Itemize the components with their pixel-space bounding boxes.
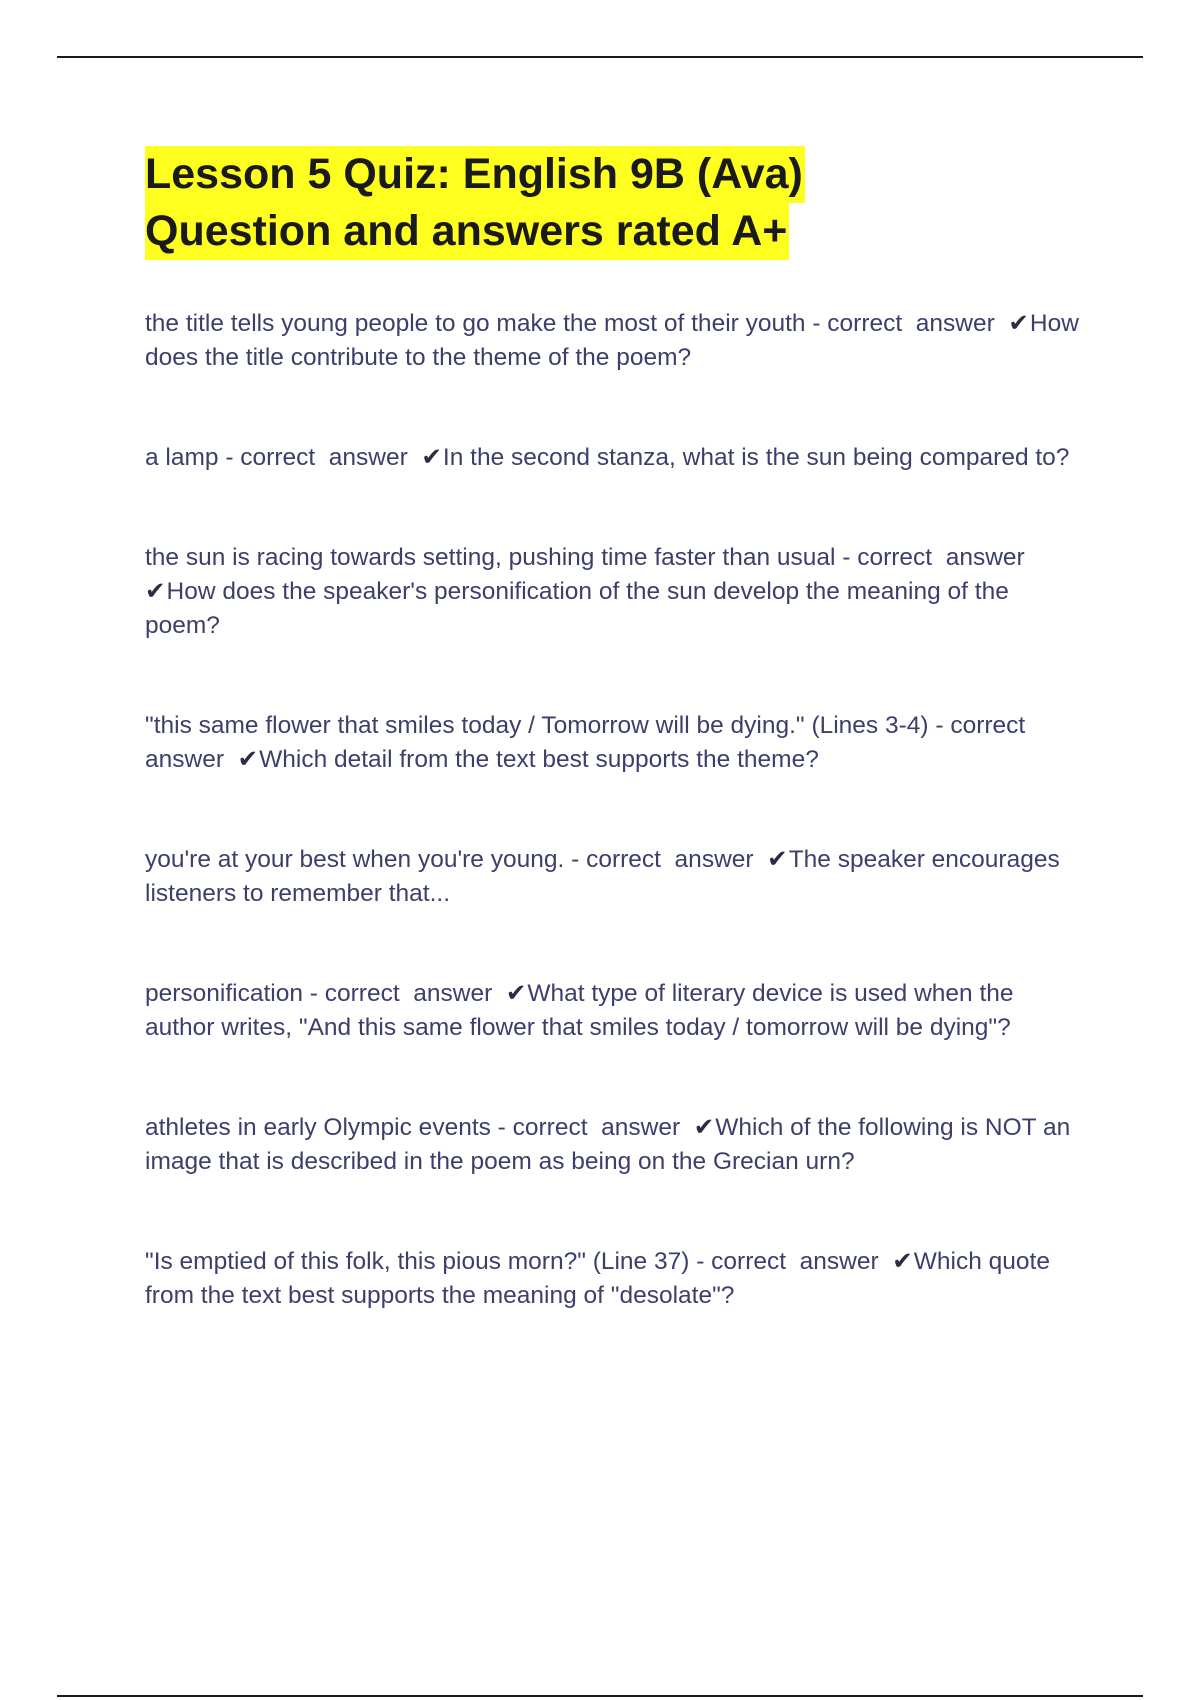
qa-list <box>145 307 1085 1313</box>
qa-question: How does the speaker's personification of the sun develop the meaning of the poem? <box>145 578 1016 639</box>
checkmark-icon: ✔ <box>145 578 166 605</box>
document-body <box>145 146 1085 1379</box>
top-rule <box>57 56 1143 58</box>
qa-answer: you're at your best when you're young. - correct answer <box>145 846 768 873</box>
qa-item-7 <box>145 1111 1085 1179</box>
title-line-2: Question and answers rated A+ <box>145 203 789 260</box>
checkmark-icon: ✔ <box>1008 310 1029 337</box>
qa-item-1 <box>145 307 1085 375</box>
qa-question: Which quote from the text best supports the meaning of "desolate"? <box>145 1248 1057 1309</box>
qa-question: Which detail from the text best supports the theme? <box>259 746 819 773</box>
qa-question: In the second stanza, what is the sun being compared to? <box>442 444 1070 471</box>
document-title <box>145 146 1085 260</box>
checkmark-icon: ✔ <box>693 1114 715 1141</box>
qa-question: How does the title contribute to the theme of the poem? <box>145 310 1086 371</box>
qa-question: The speaker encourages listeners to remember that... <box>145 846 1067 907</box>
checkmark-icon: ✔ <box>237 746 259 773</box>
checkmark-icon: ✔ <box>892 1248 913 1275</box>
bottom-rule <box>57 1695 1143 1697</box>
qa-answer: the title tells young people to go make the most of their youth - correct answer <box>145 310 1009 337</box>
qa-item-8 <box>145 1245 1085 1313</box>
checkmark-icon: ✔ <box>767 846 788 873</box>
qa-answer: a lamp - correct answer <box>145 444 422 471</box>
checkmark-icon: ✔ <box>421 444 442 471</box>
qa-answer: the sun is racing towards setting, pushing time faster than usual - correct answer <box>145 544 1039 571</box>
qa-question: Which of the following is NOT an image that is described in the poem as being on the Grecian urn? <box>145 1114 1078 1175</box>
qa-answer: athletes in early Olympic events - correct answer <box>145 1114 694 1141</box>
qa-item-2 <box>145 441 1085 475</box>
qa-answer: personification - correct answer <box>145 980 506 1007</box>
qa-item-6 <box>145 977 1085 1045</box>
qa-item-5 <box>145 843 1085 911</box>
checkmark-icon: ✔ <box>505 980 527 1007</box>
qa-answer: "Is emptied of this folk, this pious morn?" (Line 37) - correct answer <box>145 1248 893 1275</box>
qa-question: What type of literary device is used when the author writes, "And this same flower that smiles today / tomorrow will be dying"? <box>145 980 1021 1041</box>
qa-item-4 <box>145 709 1085 777</box>
title-line-1: Lesson 5 Quiz: English 9B (Ava) <box>145 146 805 203</box>
qa-answer: "this same flower that smiles today / Tomorrow will be dying." (Lines 3-4) - correct answer <box>145 712 1039 773</box>
qa-item-3 <box>145 541 1085 643</box>
